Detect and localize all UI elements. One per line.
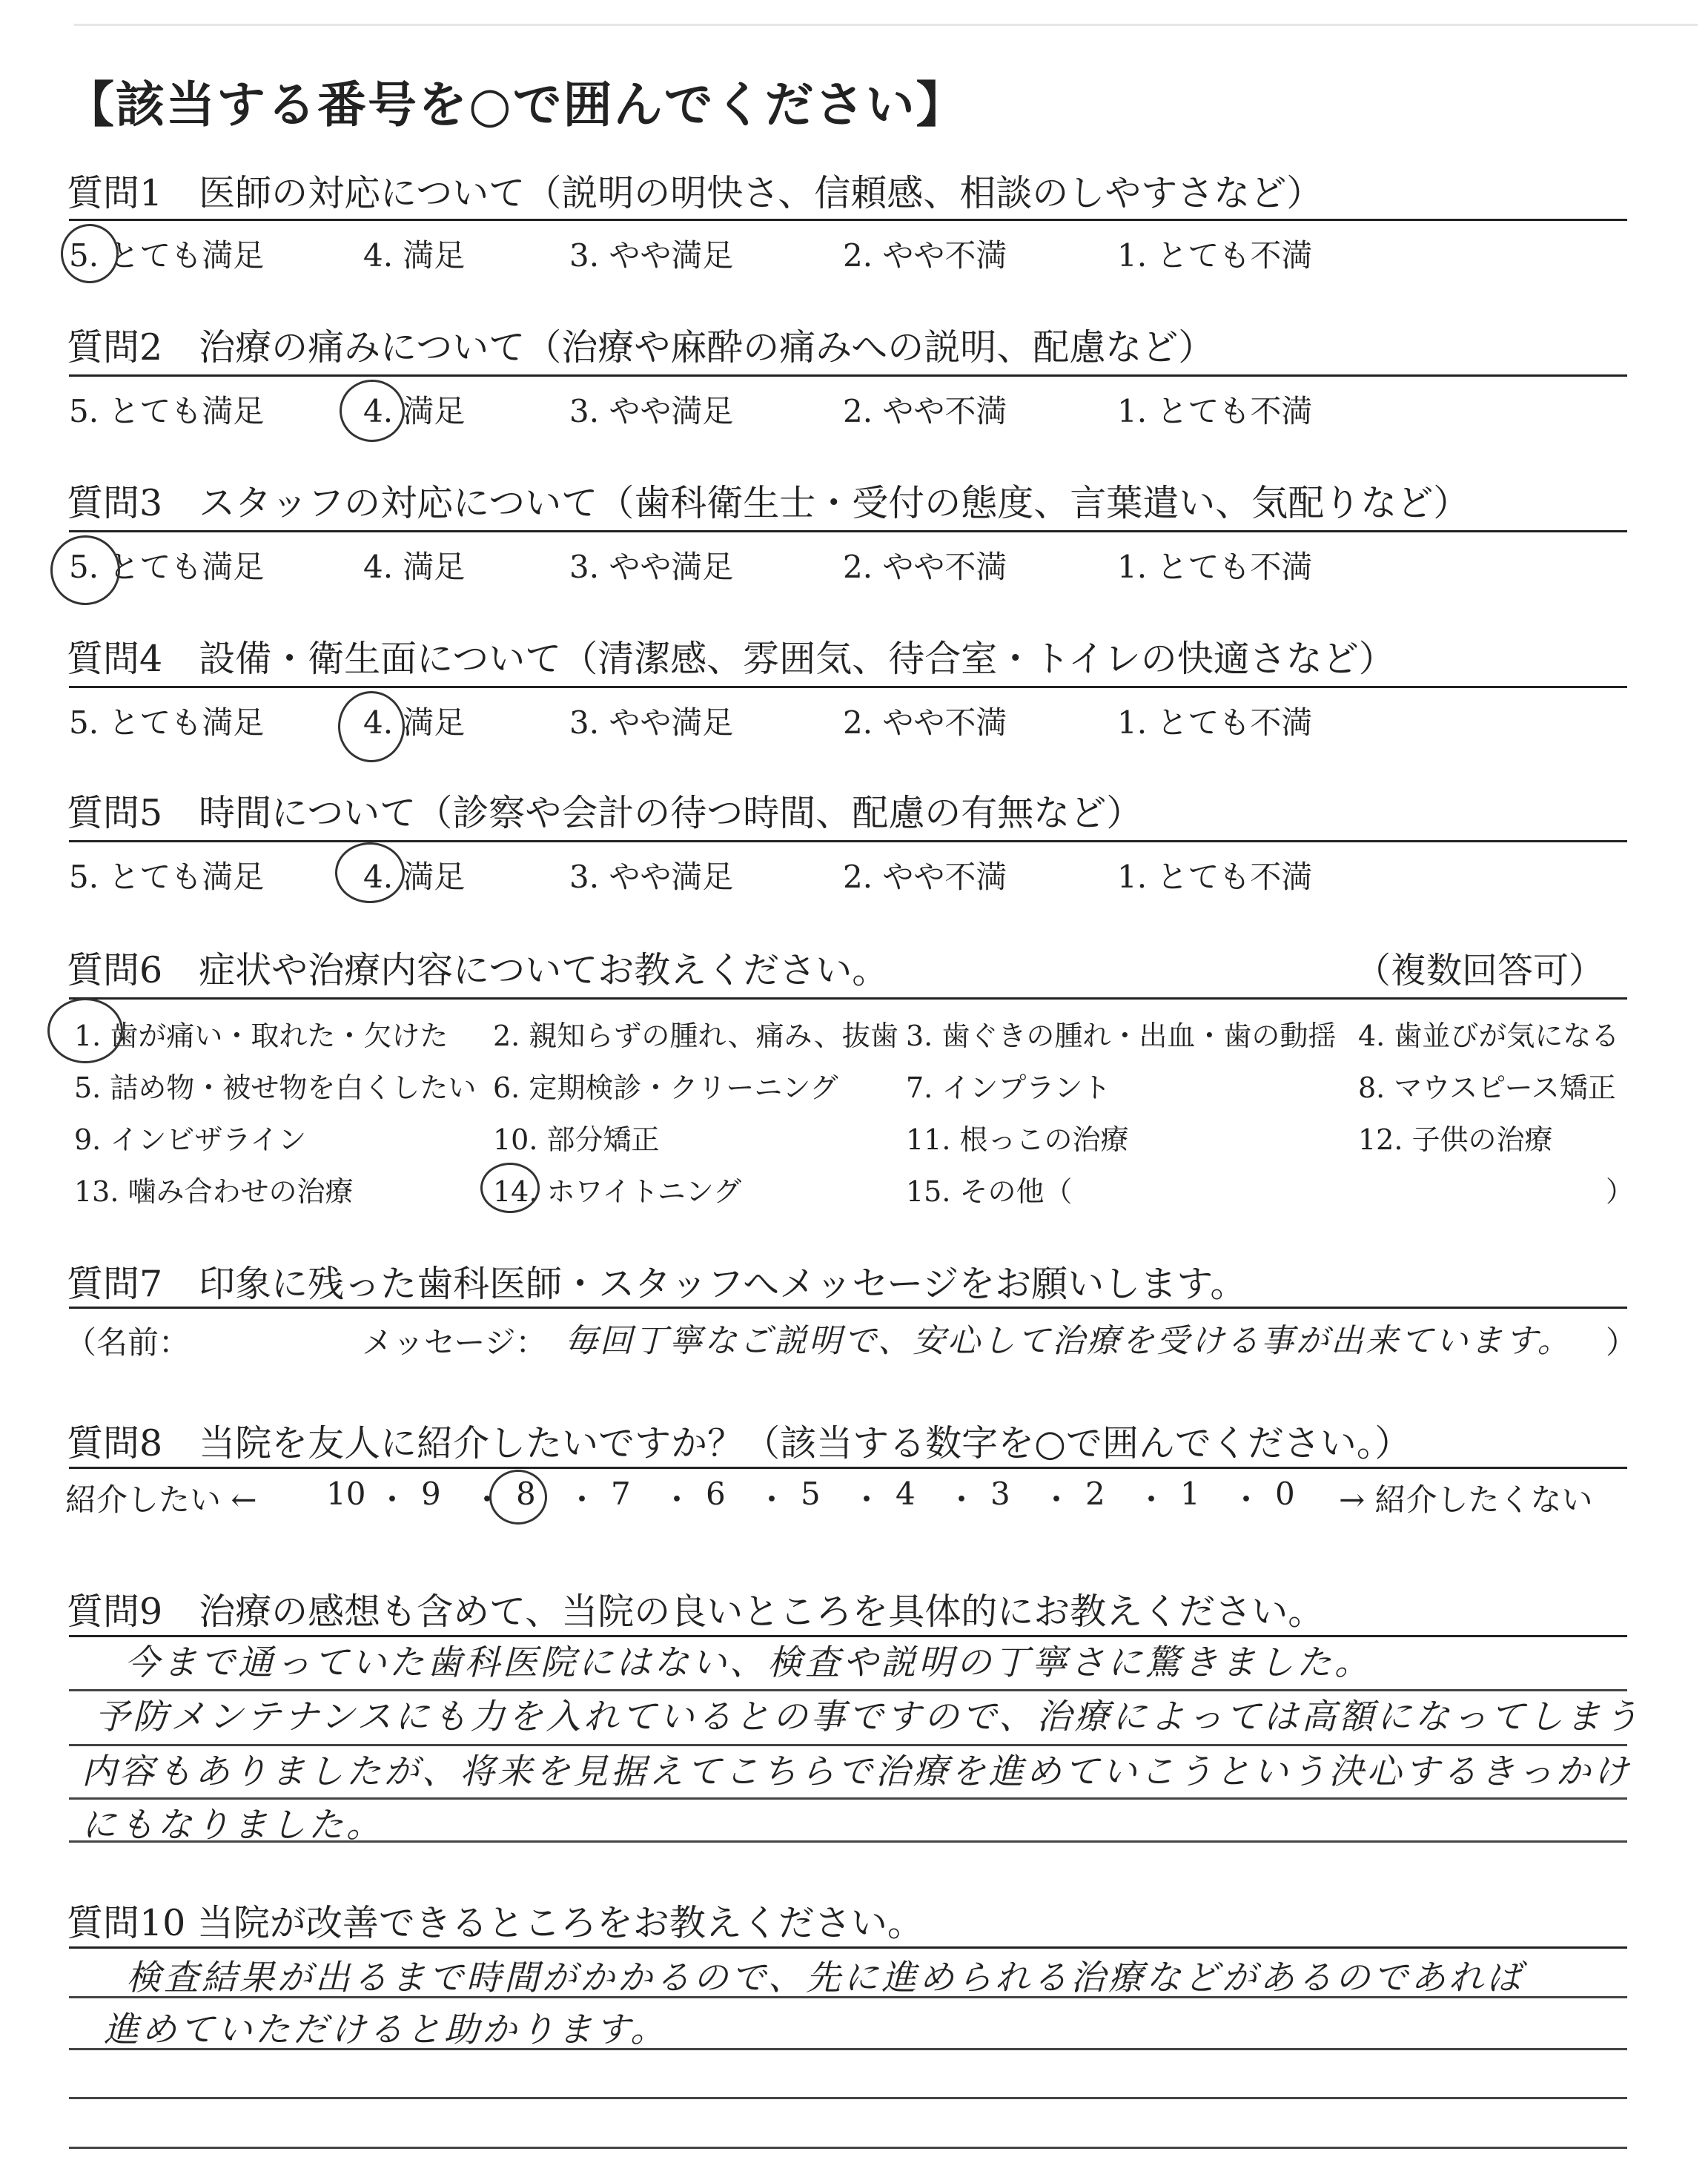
- q5-option-2[interactable]: 2. やや不満: [843, 859, 1007, 895]
- q1-option-3[interactable]: 3. やや満足: [569, 237, 734, 274]
- question-3-rule: [69, 530, 1627, 532]
- q6-option-15[interactable]: 15. その他（: [906, 1175, 1073, 1208]
- scale-value-1[interactable]: 1: [1180, 1476, 1200, 1512]
- q3-option-4[interactable]: 4. 満足: [363, 549, 466, 585]
- q9-answer-line-2[interactable]: 予防メンテナンスにも力を入れているとの事ですので、治療によっては高額になってしまう: [95, 1697, 1642, 1737]
- scale-separator-dot: ・: [756, 1482, 788, 1518]
- multiple-answers-note: （複数回答可）: [1355, 950, 1605, 991]
- q3-option-5[interactable]: 5. とても満足: [69, 549, 265, 585]
- scale-separator-dot: ・: [471, 1482, 503, 1518]
- message-handwritten[interactable]: 毎回丁寧なご説明で、安心して治療を受ける事が出来ています。: [565, 1322, 1572, 1360]
- q1-option-1[interactable]: 1. とても不満: [1117, 237, 1313, 274]
- q3-option-1[interactable]: 1. とても不満: [1117, 549, 1313, 585]
- scale-value-10[interactable]: 10: [326, 1476, 366, 1512]
- question-9-title: 質問9 治療の感想も含めて、当院の良いところを具体的にお教えください。: [67, 1591, 1325, 1633]
- question-4-title: 質問4 設備・衛生面について（清潔感、雰囲気、待合室・トイレの快適さなど）: [67, 638, 1395, 680]
- scale-value-8[interactable]: 8: [516, 1476, 536, 1512]
- q6-option-4[interactable]: 4. 歯並びが気になる: [1358, 1020, 1620, 1052]
- q4-option-4[interactable]: 4. 満足: [363, 704, 466, 741]
- q6-option-14[interactable]: 14. ホワイトニング: [493, 1175, 742, 1208]
- q6-selection-circle-1: [47, 998, 123, 1063]
- q10-writing-line-4: [69, 2147, 1627, 2149]
- scale-separator-dot: ・: [1136, 1482, 1168, 1518]
- question-2-rule: [69, 374, 1627, 377]
- q6-option-1[interactable]: 1. 歯が痛い・取れた・欠けた: [74, 1020, 448, 1052]
- q4-option-2[interactable]: 2. やや不満: [843, 704, 1007, 741]
- scale-separator-dot: ・: [661, 1482, 693, 1518]
- q4-option-3[interactable]: 3. やや満足: [569, 704, 734, 741]
- q1-option-2[interactable]: 2. やや不満: [843, 237, 1007, 274]
- q6-option-12[interactable]: 12. 子供の治療: [1358, 1123, 1553, 1156]
- q6-option-5[interactable]: 5. 詰め物・被せ物を白くしたい: [74, 1071, 477, 1104]
- page-header: 【該当する番号を○で囲んでください】: [65, 76, 967, 133]
- q2-option-2[interactable]: 2. やや不満: [843, 393, 1007, 429]
- scale-separator-dot: ・: [851, 1482, 883, 1518]
- q4-selection-circle: [338, 691, 405, 762]
- q2-option-3[interactable]: 3. やや満足: [569, 393, 734, 429]
- message-label: メッセージ：: [362, 1324, 547, 1361]
- q6-selection-circle-14: [480, 1163, 540, 1213]
- scale-separator-dot: ・: [946, 1482, 978, 1518]
- q10-answer-line-1[interactable]: 検査結果が出るまで時間がかかるので、先に進められる治療などがあるのであれば: [126, 1958, 1525, 1998]
- scale-separator-dot: ・: [377, 1482, 408, 1518]
- question-5-rule: [69, 840, 1627, 842]
- q4-option-1[interactable]: 1. とても不満: [1117, 704, 1313, 741]
- scale-separator-dot: ・: [1231, 1482, 1262, 1518]
- q6-option-2[interactable]: 2. 親知らずの腫れ、痛み、抜歯: [493, 1020, 898, 1052]
- q6-option-13[interactable]: 13. 噛み合わせの治療: [74, 1175, 354, 1208]
- q4-option-5[interactable]: 5. とても満足: [69, 704, 265, 741]
- question-7-title: 質問7 印象に残った歯科医師・スタッフへメッセージをお願いします。: [67, 1263, 1247, 1305]
- q3-selection-circle: [50, 535, 120, 605]
- scale-value-2[interactable]: 2: [1085, 1476, 1105, 1512]
- question-1-title: 質問1 医師の対応について（説明の明快さ、信頼感、相談のしやすさなど）: [67, 172, 1323, 214]
- name-label: （名前：: [65, 1324, 191, 1361]
- scale-separator-dot: ・: [566, 1482, 598, 1518]
- q6-option-3[interactable]: 3. 歯ぐきの腫れ・出血・歯の動揺: [906, 1020, 1337, 1052]
- q2-option-1[interactable]: 1. とても不満: [1117, 393, 1313, 429]
- question-8-title: 質問8 当院を友人に紹介したいですか？（該当する数字を○で囲んでください。）: [67, 1422, 1411, 1464]
- question-7-rule: [69, 1307, 1627, 1309]
- scale-value-4[interactable]: 4: [896, 1476, 916, 1512]
- q3-option-2[interactable]: 2. やや不満: [843, 549, 1007, 585]
- recommend-left-label: 紹介したい ←: [65, 1482, 257, 1518]
- q2-option-4[interactable]: 4. 満足: [363, 393, 466, 429]
- q5-selection-circle: [335, 842, 405, 903]
- q6-option-9[interactable]: 9. インビザライン: [74, 1123, 307, 1156]
- scale-value-3[interactable]: 3: [990, 1476, 1010, 1512]
- question-8-rule: [69, 1467, 1627, 1469]
- question-3-title: 質問3 スタッフの対応について（歯科衛生士・受付の態度、言葉遣い、気配りなど）: [67, 482, 1470, 524]
- q2-selection-circle: [340, 380, 405, 442]
- question-10-title: 質問10 当院が改善できるところをお教えください。: [67, 1902, 924, 1944]
- q6-option-10[interactable]: 10. 部分矯正: [493, 1123, 660, 1156]
- q9-answer-line-3[interactable]: 内容もありましたが、将来を見据えてこちらで治療を進めていこうという決心するきっかけ: [82, 1751, 1632, 1792]
- q5-option-4[interactable]: 4. 満足: [363, 859, 466, 895]
- scale-value-9[interactable]: 9: [421, 1476, 441, 1512]
- q1-option-5[interactable]: 5. とても満足: [69, 237, 265, 274]
- q10-answer-line-2[interactable]: 進めていただけると助かります。: [104, 2009, 669, 2050]
- question-6-rule: [69, 997, 1627, 1000]
- q5-option-5[interactable]: 5. とても満足: [69, 859, 265, 895]
- q6-option-11[interactable]: 11. 根っこの治療: [906, 1123, 1129, 1156]
- message-close-paren: ）: [1606, 1324, 1638, 1361]
- q5-option-1[interactable]: 1. とても不満: [1117, 859, 1313, 895]
- q6-option-6[interactable]: 6. 定期検診・クリーニング: [493, 1071, 838, 1104]
- question-1-rule: [69, 219, 1627, 221]
- scale-value-5[interactable]: 5: [801, 1476, 821, 1512]
- scale-value-0[interactable]: 0: [1275, 1476, 1295, 1512]
- q9-answer-line-1[interactable]: 今まで通っていた歯科医院にはない、検査や説明の丁寧さに驚きました。: [125, 1642, 1372, 1683]
- q1-option-4[interactable]: 4. 満足: [363, 237, 466, 274]
- q6-option-8[interactable]: 8. マウスピース矯正: [1358, 1071, 1616, 1104]
- scale-value-7[interactable]: 7: [611, 1476, 631, 1512]
- question-4-rule: [69, 686, 1627, 688]
- q10-writing-line-2: [69, 2048, 1627, 2050]
- q9-writing-line-4: [69, 1840, 1627, 1843]
- q3-option-3[interactable]: 3. やや満足: [569, 549, 734, 585]
- q2-option-5[interactable]: 5. とても満足: [69, 393, 265, 429]
- top-border: [74, 24, 1698, 26]
- q10-writing-line-1: [69, 1996, 1627, 1998]
- q8-selection-circle: [489, 1470, 547, 1525]
- q9-answer-line-4[interactable]: にもなりました。: [82, 1805, 384, 1846]
- scale-value-6[interactable]: 6: [706, 1476, 726, 1512]
- q5-option-3[interactable]: 3. やや満足: [569, 859, 734, 895]
- q1-selection-circle: [61, 224, 119, 283]
- question-6-title: 質問6 症状や治療内容についてお教えください。: [67, 949, 889, 991]
- question-2-title: 質問2 治療の痛みについて（治療や麻酔の痛みへの説明、配慮など）: [67, 326, 1215, 369]
- question-5-title: 質問5 時間について（診察や会計の待つ時間、配慮の有無など）: [67, 792, 1143, 834]
- q10-writing-line-3: [69, 2097, 1627, 2099]
- q6-option-7[interactable]: 7. インプラント: [906, 1071, 1111, 1104]
- q6-option-15-close: ）: [1606, 1175, 1635, 1208]
- question-10-rule: [69, 1946, 1627, 1949]
- scale-separator-dot: ・: [1041, 1482, 1073, 1518]
- recommend-right-label: → 紹介したくない: [1339, 1482, 1593, 1518]
